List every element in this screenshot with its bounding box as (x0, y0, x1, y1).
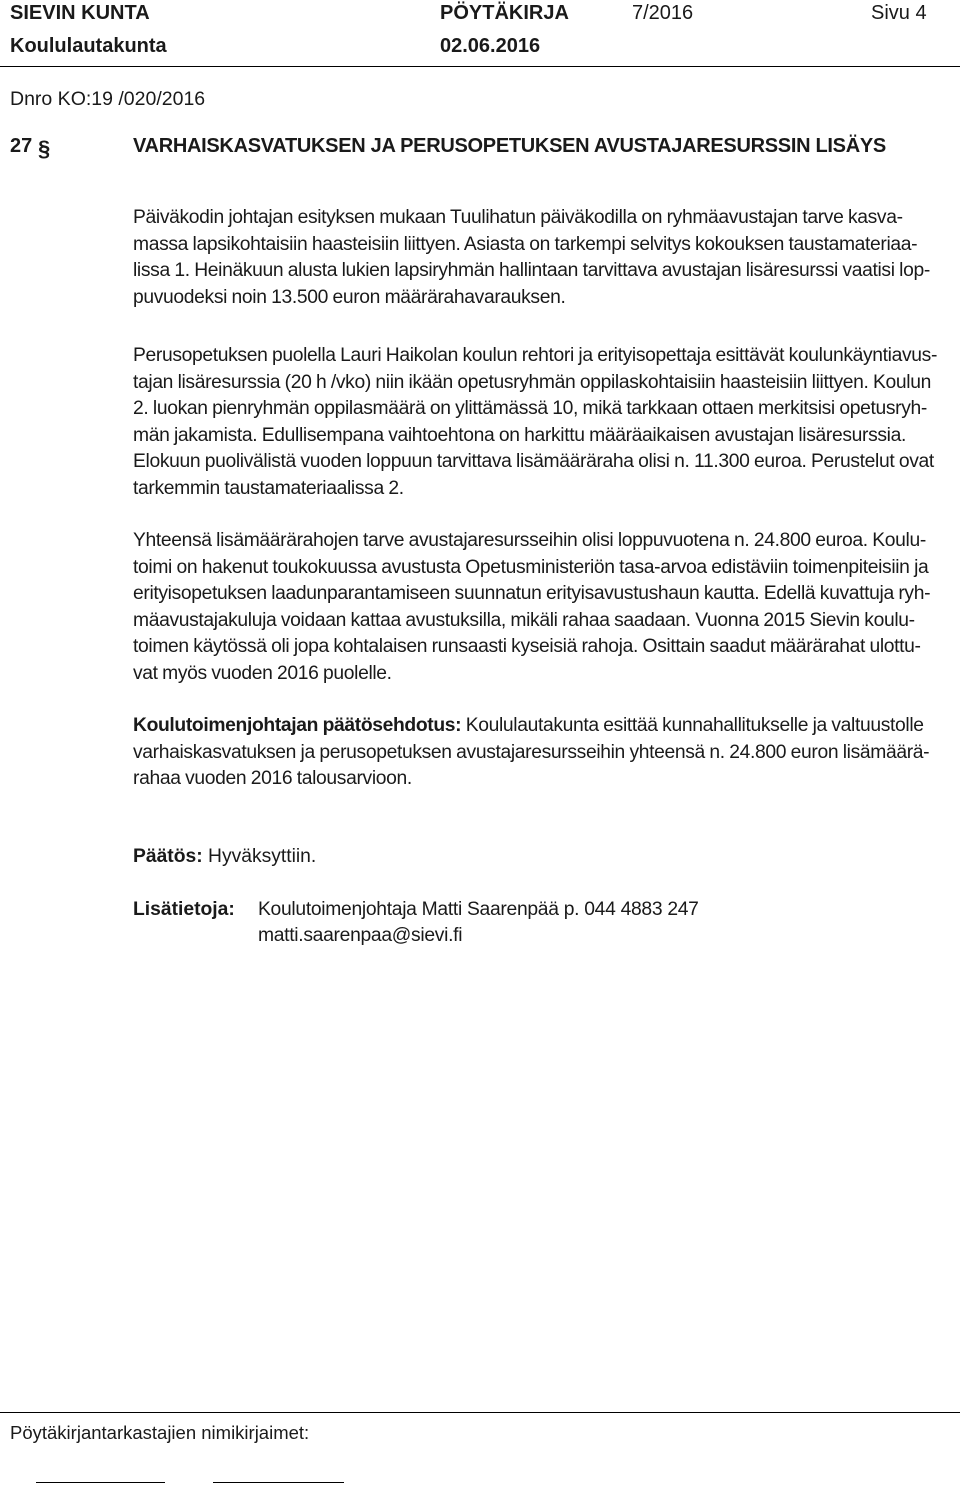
text-line: Perusopetuksen puolella Lauri Haikolan koulun rehtori ja erityisopettaja esittävät koulunkäyntiavus- (133, 345, 938, 366)
section-number: 27 (10, 135, 33, 157)
proposal-label: Koulutoimenjohtajan päätösehdotus: (133, 715, 462, 736)
text-line: lissa 1. Heinäkuun alusta lukien lapsiryhmän hallintaan tarvittava avustajan lisäresurssi vaatisi lop- (133, 260, 930, 281)
text-line: tajan lisäresurssia (20 h /vko) niin ikään opetusryhmän oppilaskohtaisiin haasteisiin liittyen. Koulun (133, 371, 931, 393)
decision (133, 846, 316, 868)
text-line: varhaiskasvatuksen ja perusopetuksen avustajaresursseihin yhteensä n. 24.800 euron lisämäärä- (133, 741, 930, 763)
paragraph-2 (133, 343, 953, 502)
signature-line (213, 1482, 344, 1483)
decision-text: Hyväksyttiin. (202, 846, 317, 867)
text-line: rahaa vuoden 2016 talousarvioon. (133, 768, 412, 789)
document-type: PÖYTÄKIRJA (440, 2, 569, 24)
paragraph-3 (133, 528, 953, 687)
text-line (133, 713, 953, 740)
text-line: män jakamista. Edullisempana vaihtoehtona on harkittu määräaikaisen avustajan lisäresurssia. (133, 424, 906, 446)
text-line: massa lapsikohtaisiin haasteisiin liittyen. Asiasta on tarkempi selvitys kokouksen taustamateriaa- (133, 233, 918, 255)
document-number: 7/2016 (632, 2, 694, 24)
text-line: vat myös vuoden 2016 puolelle. (133, 662, 392, 684)
section-title: VARHAISKASVATUKSEN JA PERUSOPETUKSEN AVUSTAJARESURSSIN LISÄYS (133, 135, 886, 157)
text-line: puvuodeksi noin 13.500 euron määrärahavarauksen. (133, 286, 566, 308)
text-line: mäavustajakuluja voidaan kattaa avustuksilla, mikäli rahaa saadaan. Vuonna 2015 Sievin koulu- (133, 609, 915, 631)
header-rule (0, 66, 960, 67)
text-line: Elokuun puolivälistä vuoden loppuun tarvittava lisämääräraha olisi n. 11.300 euroa. Perustelut ovat (133, 451, 934, 472)
text-line: Yhteensä lisämäärärahojen tarve avustajaresursseihin olisi loppuvuotena n. 24.800 euroa. Koulu- (133, 530, 926, 551)
footer-rule (0, 1412, 960, 1413)
decision-label: Päätös: (133, 846, 203, 867)
signatures-label: Pöytäkirjantarkastajien nimikirjaimet: (10, 1422, 310, 1443)
text-line: 2. luokan pienryhmän oppilasmäärä on ylittämässä 10, mikä tarkkaan ottaen merkitsisi opetusryh- (133, 398, 927, 419)
text-line: toimen käytössä oli jopa kohtalaisen runsaasti kyseisiä rahoja. Osittain saadut määrärahat ulottu- (133, 636, 921, 657)
text-line: tarkemmin taustamateriaalissa 2. (133, 477, 404, 499)
paragraph-sign-icon: § (38, 136, 51, 161)
contact-email[interactable]: matti.saarenpaa@sievi.fi (258, 925, 463, 946)
dnro-reference: Dnro KO:19 /020/2016 (10, 88, 206, 110)
text-line: toimi on hakenut toukokuussa avustusta Opetusministeriön tasa-arvoa edistäviin toimenpiteisiin ja (133, 556, 929, 578)
paragraph-1 (133, 205, 953, 311)
contact-person: Koulutoimenjohtaja Matti Saarenpää p. 044 4883 247 (258, 899, 699, 920)
proposal-text: Koululautakunta esittää kunnahallitukselle ja valtuustolle (461, 715, 924, 736)
text-line: Päiväkodin johtajan esityksen mukaan Tuulihatun päiväkodilla on ryhmäavustajan tarve kasva- (133, 207, 903, 228)
info-label: Lisätietoja: (133, 899, 235, 920)
municipality-name: SIEVIN KUNTA (10, 2, 150, 24)
meeting-date: 02.06.2016 (440, 35, 541, 57)
board-name: Koululautakunta (10, 35, 167, 57)
signature-line (36, 1482, 165, 1483)
page-number: Sivu 4 (871, 2, 927, 24)
decision-proposal (133, 713, 953, 793)
text-line: erityisopetuksen laadunparantamiseen suunnatun erityisavustushaun kautta. Edellä kuvattuja ryh- (133, 583, 931, 604)
